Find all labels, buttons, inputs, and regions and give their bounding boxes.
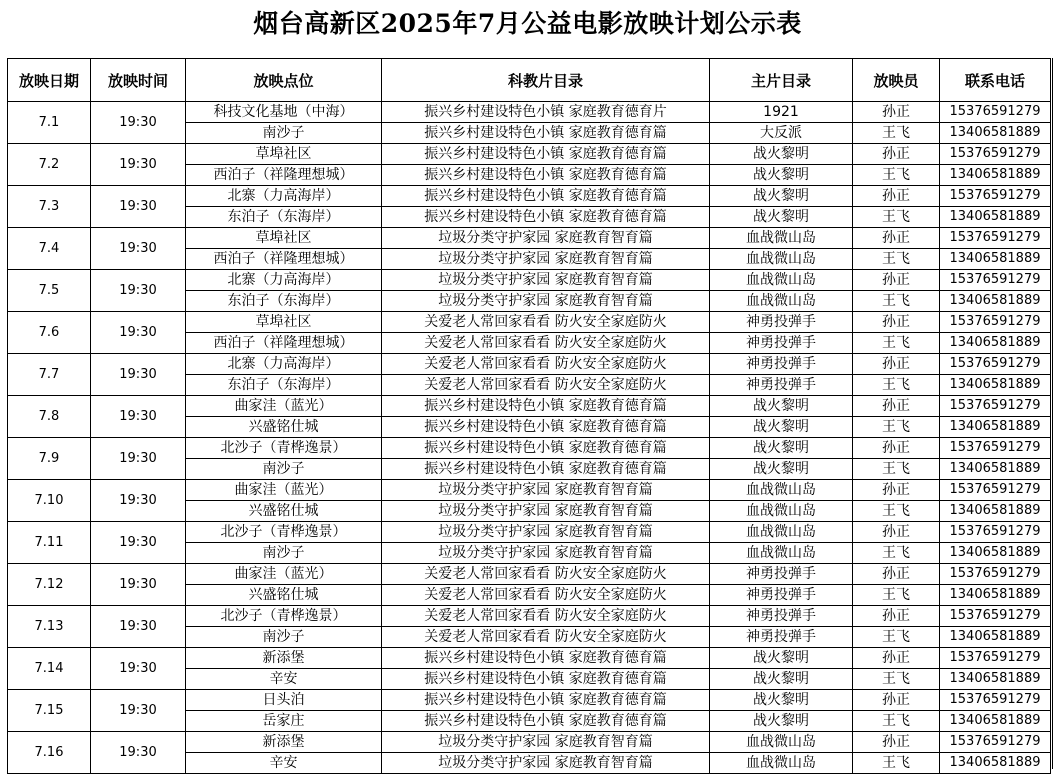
cell-location: 曲家洼（蓝光） xyxy=(186,480,382,501)
cell-phone: 13406581889 xyxy=(940,459,1051,480)
table-row xyxy=(8,312,1051,333)
cell-phone: 15376591279 xyxy=(940,228,1051,249)
cell-date: 7.6 xyxy=(8,312,91,354)
cell-science-film: 振兴乡村建设特色小镇 家庭教育德育篇 xyxy=(382,459,710,480)
cell-phone: 15376591279 xyxy=(940,522,1051,543)
cell-science-film: 关爱老人常回家看看 防火安全家庭防火 xyxy=(382,354,710,375)
cell-location: 西泊子（祥隆理想城） xyxy=(186,249,382,270)
cell-science-film: 关爱老人常回家看看 防火安全家庭防火 xyxy=(382,564,710,585)
cell-phone: 15376591279 xyxy=(940,186,1051,207)
cell-phone: 13406581889 xyxy=(940,123,1051,144)
cell-projectionist: 王飞 xyxy=(853,459,940,480)
table-row xyxy=(8,690,1051,711)
cell-location: 兴盛铭仕城 xyxy=(186,417,382,438)
cell-main-film: 神勇投弹手 xyxy=(710,375,853,396)
cell-science-film: 关爱老人常回家看看 防火安全家庭防火 xyxy=(382,312,710,333)
header-date: 放映日期 xyxy=(8,59,91,102)
cell-phone: 13406581889 xyxy=(940,627,1051,648)
table-row xyxy=(8,480,1051,501)
cell-main-film: 神勇投弹手 xyxy=(710,627,853,648)
cell-time: 19:30 xyxy=(91,312,186,354)
cell-location: 东泊子（东海岸） xyxy=(186,207,382,228)
header-time: 放映时间 xyxy=(91,59,186,102)
cell-science-film: 振兴乡村建设特色小镇 家庭教育德育篇 xyxy=(382,396,710,417)
cell-phone: 13406581889 xyxy=(940,417,1051,438)
cell-phone: 13406581889 xyxy=(940,501,1051,522)
cell-main-film: 战火黎明 xyxy=(710,396,853,417)
cell-science-film: 垃圾分类守护家园 家庭教育智育篇 xyxy=(382,732,710,753)
cell-projectionist: 王飞 xyxy=(853,585,940,606)
cell-main-film: 战火黎明 xyxy=(710,711,853,732)
screening-schedule-table xyxy=(7,58,1051,774)
table-row xyxy=(8,396,1051,417)
table-row xyxy=(8,228,1051,249)
cell-location: 西泊子（祥隆理想城） xyxy=(186,333,382,354)
cell-projectionist: 孙正 xyxy=(853,690,940,711)
cell-projectionist: 王飞 xyxy=(853,291,940,312)
cell-main-film: 战火黎明 xyxy=(710,186,853,207)
cell-science-film: 振兴乡村建设特色小镇 家庭教育德育篇 xyxy=(382,690,710,711)
cell-phone: 15376591279 xyxy=(940,732,1051,753)
cell-location: 北沙子（青桦逸景） xyxy=(186,606,382,627)
cell-projectionist: 孙正 xyxy=(853,312,940,333)
cell-phone: 15376591279 xyxy=(940,564,1051,585)
cell-main-film: 神勇投弹手 xyxy=(710,606,853,627)
cell-time: 19:30 xyxy=(91,438,186,480)
cell-location: 北寨（力高海岸） xyxy=(186,270,382,291)
cell-science-film: 振兴乡村建设特色小镇 家庭教育德育篇 xyxy=(382,186,710,207)
cell-main-film: 战火黎明 xyxy=(710,669,853,690)
cell-date: 7.2 xyxy=(8,144,91,186)
cell-projectionist: 王飞 xyxy=(853,165,940,186)
cell-location: 北沙子（青桦逸景） xyxy=(186,438,382,459)
cell-main-film: 血战微山岛 xyxy=(710,480,853,501)
cell-phone: 15376591279 xyxy=(940,144,1051,165)
cell-phone: 13406581889 xyxy=(940,249,1051,270)
cell-date: 7.7 xyxy=(8,354,91,396)
cell-phone: 15376591279 xyxy=(940,312,1051,333)
cell-main-film: 战火黎明 xyxy=(710,648,853,669)
cell-main-film: 战火黎明 xyxy=(710,417,853,438)
cell-science-film: 振兴乡村建设特色小镇 家庭教育德育片 xyxy=(382,102,710,123)
cell-science-film: 垃圾分类守护家园 家庭教育智育篇 xyxy=(382,291,710,312)
cell-location: 辛安 xyxy=(186,669,382,690)
cell-phone: 15376591279 xyxy=(940,354,1051,375)
cell-projectionist: 孙正 xyxy=(853,606,940,627)
cell-projectionist: 王飞 xyxy=(853,417,940,438)
cell-time: 19:30 xyxy=(91,102,186,144)
sheet-right-border xyxy=(1052,58,1053,769)
cell-location: 曲家洼（蓝光） xyxy=(186,564,382,585)
cell-main-film: 神勇投弹手 xyxy=(710,333,853,354)
cell-phone: 15376591279 xyxy=(940,396,1051,417)
cell-time: 19:30 xyxy=(91,228,186,270)
cell-science-film: 垃圾分类守护家园 家庭教育智育篇 xyxy=(382,270,710,291)
cell-projectionist: 孙正 xyxy=(853,732,940,753)
cell-projectionist: 王飞 xyxy=(853,249,940,270)
cell-location: 兴盛铭仕城 xyxy=(186,585,382,606)
cell-science-film: 振兴乡村建设特色小镇 家庭教育德育篇 xyxy=(382,144,710,165)
cell-location: 东泊子（东海岸） xyxy=(186,375,382,396)
cell-location: 新添堡 xyxy=(186,732,382,753)
cell-main-film: 战火黎明 xyxy=(710,690,853,711)
cell-location: 科技文化基地（中海） xyxy=(186,102,382,123)
cell-projectionist: 王飞 xyxy=(853,753,940,774)
cell-main-film: 血战微山岛 xyxy=(710,228,853,249)
page-title: 烟台高新区2025年7月公益电影放映计划公示表 xyxy=(253,9,802,38)
cell-location: 北寨（力高海岸） xyxy=(186,186,382,207)
cell-main-film: 神勇投弹手 xyxy=(710,564,853,585)
cell-phone: 15376591279 xyxy=(940,270,1051,291)
cell-science-film: 振兴乡村建设特色小镇 家庭教育德育篇 xyxy=(382,711,710,732)
cell-date: 7.1 xyxy=(8,102,91,144)
cell-projectionist: 孙正 xyxy=(853,564,940,585)
cell-date: 7.12 xyxy=(8,564,91,606)
cell-location: 兴盛铭仕城 xyxy=(186,501,382,522)
cell-projectionist: 王飞 xyxy=(853,627,940,648)
cell-phone: 13406581889 xyxy=(940,375,1051,396)
cell-phone: 13406581889 xyxy=(940,207,1051,228)
cell-time: 19:30 xyxy=(91,270,186,312)
cell-location: 北沙子（青桦逸景） xyxy=(186,522,382,543)
header-row xyxy=(8,59,1051,102)
cell-projectionist: 孙正 xyxy=(853,228,940,249)
cell-science-film: 垃圾分类守护家园 家庭教育智育篇 xyxy=(382,543,710,564)
cell-phone: 13406581889 xyxy=(940,543,1051,564)
cell-projectionist: 王飞 xyxy=(853,123,940,144)
cell-main-film: 1921 xyxy=(710,102,853,123)
cell-science-film: 振兴乡村建设特色小镇 家庭教育德育篇 xyxy=(382,207,710,228)
cell-location: 日头泊 xyxy=(186,690,382,711)
cell-science-film: 关爱老人常回家看看 防火安全家庭防火 xyxy=(382,375,710,396)
cell-main-film: 血战微山岛 xyxy=(710,270,853,291)
cell-phone: 13406581889 xyxy=(940,711,1051,732)
cell-date: 7.16 xyxy=(8,732,91,774)
cell-location: 南沙子 xyxy=(186,627,382,648)
cell-main-film: 神勇投弹手 xyxy=(710,312,853,333)
cell-projectionist: 王飞 xyxy=(853,711,940,732)
cell-science-film: 振兴乡村建设特色小镇 家庭教育德育篇 xyxy=(382,438,710,459)
header-location: 放映点位 xyxy=(186,59,382,102)
cell-main-film: 血战微山岛 xyxy=(710,522,853,543)
cell-location: 岳家庄 xyxy=(186,711,382,732)
cell-time: 19:30 xyxy=(91,186,186,228)
table-row xyxy=(8,606,1051,627)
cell-science-film: 振兴乡村建设特色小镇 家庭教育德育篇 xyxy=(382,123,710,144)
cell-science-film: 关爱老人常回家看看 防火安全家庭防火 xyxy=(382,606,710,627)
cell-phone: 13406581889 xyxy=(940,753,1051,774)
cell-projectionist: 王飞 xyxy=(853,669,940,690)
table-row xyxy=(8,648,1051,669)
cell-main-film: 大反派 xyxy=(710,123,853,144)
cell-date: 7.9 xyxy=(8,438,91,480)
cell-science-film: 垃圾分类守护家园 家庭教育智育篇 xyxy=(382,522,710,543)
cell-date: 7.5 xyxy=(8,270,91,312)
cell-projectionist: 王飞 xyxy=(853,375,940,396)
cell-phone: 13406581889 xyxy=(940,669,1051,690)
cell-phone: 15376591279 xyxy=(940,102,1051,123)
cell-projectionist: 孙正 xyxy=(853,438,940,459)
table-row xyxy=(8,522,1051,543)
cell-date: 7.4 xyxy=(8,228,91,270)
cell-science-film: 振兴乡村建设特色小镇 家庭教育德育篇 xyxy=(382,165,710,186)
cell-time: 19:30 xyxy=(91,480,186,522)
cell-date: 7.8 xyxy=(8,396,91,438)
cell-location: 南沙子 xyxy=(186,123,382,144)
cell-time: 19:30 xyxy=(91,354,186,396)
cell-projectionist: 孙正 xyxy=(853,102,940,123)
cell-phone: 15376591279 xyxy=(940,606,1051,627)
header-science-film: 科教片目录 xyxy=(382,59,710,102)
cell-science-film: 关爱老人常回家看看 防火安全家庭防火 xyxy=(382,627,710,648)
table-row xyxy=(8,438,1051,459)
cell-date: 7.15 xyxy=(8,690,91,732)
cell-location: 草埠社区 xyxy=(186,144,382,165)
cell-location: 北寨（力高海岸） xyxy=(186,354,382,375)
cell-phone: 13406581889 xyxy=(940,333,1051,354)
cell-phone: 15376591279 xyxy=(940,438,1051,459)
table-row xyxy=(8,732,1051,753)
cell-phone: 15376591279 xyxy=(940,690,1051,711)
cell-main-film: 战火黎明 xyxy=(710,207,853,228)
cell-science-film: 关爱老人常回家看看 防火安全家庭防火 xyxy=(382,585,710,606)
cell-date: 7.10 xyxy=(8,480,91,522)
cell-projectionist: 王飞 xyxy=(853,333,940,354)
cell-science-film: 关爱老人常回家看看 防火安全家庭防火 xyxy=(382,333,710,354)
cell-main-film: 神勇投弹手 xyxy=(710,585,853,606)
cell-time: 19:30 xyxy=(91,690,186,732)
cell-location: 辛安 xyxy=(186,753,382,774)
cell-main-film: 战火黎明 xyxy=(710,438,853,459)
cell-projectionist: 孙正 xyxy=(853,144,940,165)
cell-main-film: 血战微山岛 xyxy=(710,291,853,312)
cell-main-film: 血战微山岛 xyxy=(710,543,853,564)
cell-location: 西泊子（祥隆理想城） xyxy=(186,165,382,186)
cell-science-film: 振兴乡村建设特色小镇 家庭教育德育篇 xyxy=(382,417,710,438)
table-row xyxy=(8,102,1051,123)
cell-time: 19:30 xyxy=(91,732,186,774)
cell-date: 7.13 xyxy=(8,606,91,648)
cell-projectionist: 孙正 xyxy=(853,396,940,417)
cell-phone: 13406581889 xyxy=(940,585,1051,606)
cell-time: 19:30 xyxy=(91,564,186,606)
cell-phone: 15376591279 xyxy=(940,480,1051,501)
cell-main-film: 战火黎明 xyxy=(710,459,853,480)
cell-date: 7.11 xyxy=(8,522,91,564)
header-main-film: 主片目录 xyxy=(710,59,853,102)
cell-main-film: 血战微山岛 xyxy=(710,501,853,522)
cell-science-film: 振兴乡村建设特色小镇 家庭教育德育篇 xyxy=(382,669,710,690)
cell-location: 曲家洼（蓝光） xyxy=(186,396,382,417)
cell-projectionist: 孙正 xyxy=(853,186,940,207)
cell-main-film: 血战微山岛 xyxy=(710,732,853,753)
cell-time: 19:30 xyxy=(91,522,186,564)
cell-location: 草埠社区 xyxy=(186,312,382,333)
cell-projectionist: 王飞 xyxy=(853,207,940,228)
table-row xyxy=(8,354,1051,375)
header-phone: 联系电话 xyxy=(940,59,1051,102)
cell-science-film: 垃圾分类守护家园 家庭教育智育篇 xyxy=(382,480,710,501)
cell-science-film: 垃圾分类守护家园 家庭教育智育篇 xyxy=(382,228,710,249)
cell-location: 东泊子（东海岸） xyxy=(186,291,382,312)
cell-projectionist: 孙正 xyxy=(853,522,940,543)
cell-science-film: 垃圾分类守护家园 家庭教育智育篇 xyxy=(382,753,710,774)
cell-phone: 15376591279 xyxy=(940,648,1051,669)
cell-science-film: 垃圾分类守护家园 家庭教育智育篇 xyxy=(382,501,710,522)
cell-projectionist: 孙正 xyxy=(853,354,940,375)
cell-time: 19:30 xyxy=(91,606,186,648)
cell-main-film: 战火黎明 xyxy=(710,144,853,165)
cell-science-film: 垃圾分类守护家园 家庭教育智育篇 xyxy=(382,249,710,270)
cell-projectionist: 王飞 xyxy=(853,543,940,564)
cell-science-film: 振兴乡村建设特色小镇 家庭教育德育篇 xyxy=(382,648,710,669)
cell-phone: 13406581889 xyxy=(940,291,1051,312)
cell-location: 南沙子 xyxy=(186,543,382,564)
cell-projectionist: 孙正 xyxy=(853,480,940,501)
cell-projectionist: 孙正 xyxy=(853,648,940,669)
table-row xyxy=(8,144,1051,165)
table-row xyxy=(8,270,1051,291)
cell-time: 19:30 xyxy=(91,144,186,186)
table-row xyxy=(8,564,1051,585)
cell-time: 19:30 xyxy=(91,648,186,690)
cell-location: 新添堡 xyxy=(186,648,382,669)
cell-location: 草埠社区 xyxy=(186,228,382,249)
cell-date: 7.3 xyxy=(8,186,91,228)
cell-projectionist: 王飞 xyxy=(853,501,940,522)
cell-time: 19:30 xyxy=(91,396,186,438)
header-projectionist: 放映员 xyxy=(853,59,940,102)
cell-date: 7.14 xyxy=(8,648,91,690)
cell-projectionist: 孙正 xyxy=(853,270,940,291)
cell-main-film: 神勇投弹手 xyxy=(710,354,853,375)
table-row xyxy=(8,186,1051,207)
cell-location: 南沙子 xyxy=(186,459,382,480)
cell-main-film: 血战微山岛 xyxy=(710,249,853,270)
cell-phone: 13406581889 xyxy=(940,165,1051,186)
cell-main-film: 战火黎明 xyxy=(710,165,853,186)
cell-main-film: 血战微山岛 xyxy=(710,753,853,774)
